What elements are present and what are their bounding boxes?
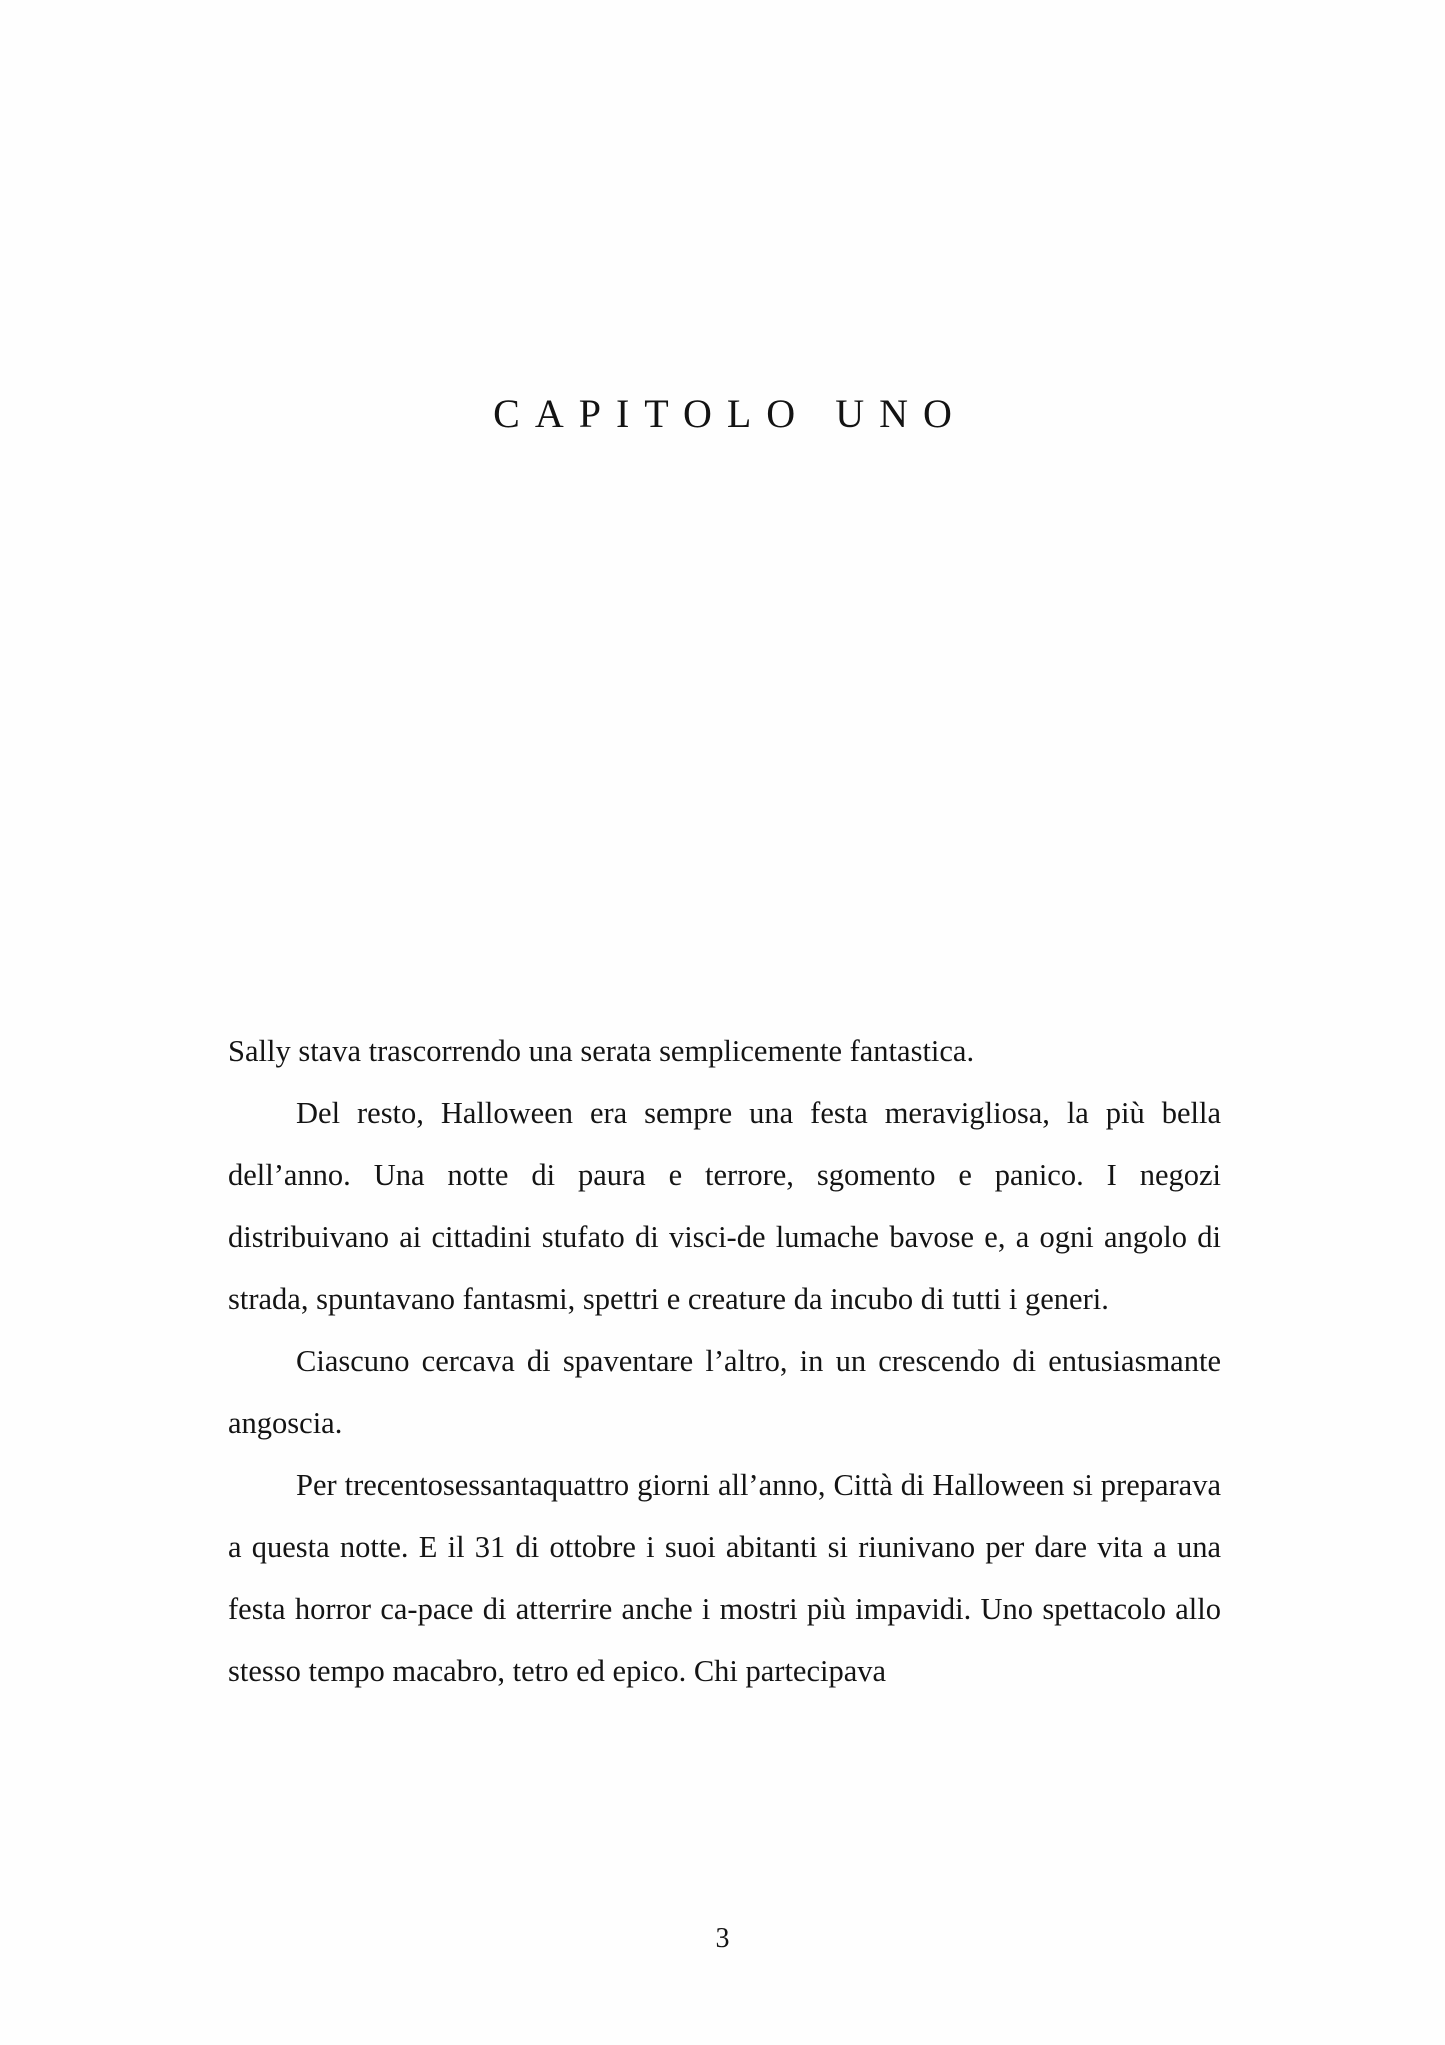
paragraph: Del resto, Halloween era sempre una festa meravigliosa, la più bella dell’anno. Una notte di paura e terrore, sgomento e panico. I negozi distribuivano ai cittadini stufato di visci-de lumache bavose e, a ogni angolo di strada, spuntavano fantasmi, spettri e creature da incubo di tutti i generi.: [228, 1096, 1221, 1316]
paragraph: Ciascuno cercava di spaventare l’altro, in un crescendo di entusiasmante angoscia.: [228, 1344, 1221, 1440]
page-number: 3: [715, 1923, 730, 1954]
paragraph: Per trecentosessantaquattro giorni all’anno, Città di Halloween si preparava a questa notte. E il 31 di ottobre i suoi abitanti si riunivano per dare vita a una festa horror ca-pace di atterrire anche i mostri più impavidi. Uno spettacolo allo stesso tempo macabro, tetro ed epico. Chi partecipava: [228, 1468, 1221, 1688]
page-title: CAPITOLO UNO: [493, 391, 967, 436]
body-text-block: [228, 1020, 1221, 1702]
paragraph: Sally stava trascorrendo una serata semplicemente fantastica.: [228, 1034, 975, 1068]
